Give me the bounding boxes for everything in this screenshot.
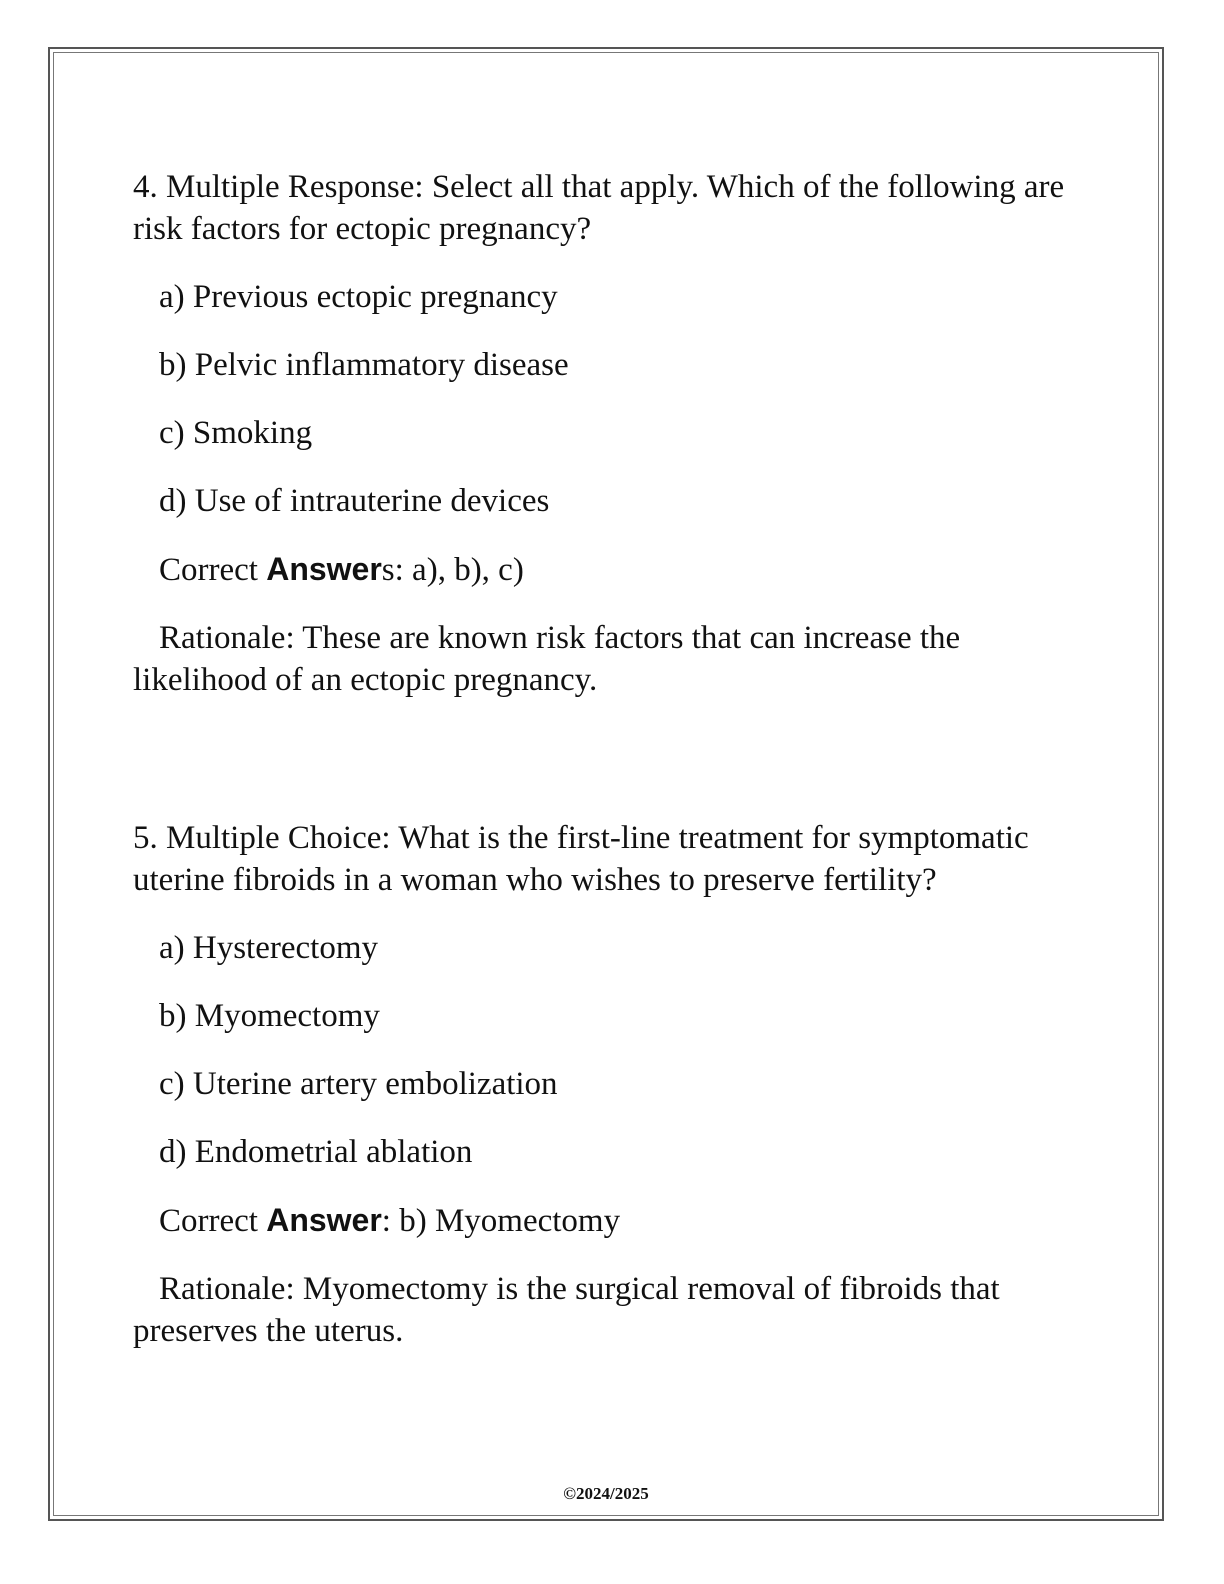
rationale: Rationale: Myomectomy is the surgical removal of fibroids that preserves the uterus. (133, 1271, 1000, 1349)
correct-answer (133, 548, 1093, 591)
answer-suffix: : b) Myomectomy (381, 1203, 621, 1239)
question-block-5 (133, 817, 1093, 1352)
option-b: b) Myomectomy (159, 998, 380, 1034)
option-a: a) Hysterectomy (159, 930, 378, 966)
answer-word: Answer (266, 551, 382, 587)
rationale: Rationale: These are known risk factors that can increase the likelihood of an ectopic pregnancy. (133, 620, 961, 698)
question-text: 5. Multiple Choice: What is the first-line treatment for symptomatic uterine fibroids in a woman who wishes to preserve fertility? (133, 820, 1029, 898)
option-d: d) Endometrial ablation (159, 1134, 473, 1170)
option-c: c) Uterine artery embolization (159, 1066, 558, 1102)
question-block-4 (133, 166, 1093, 701)
option-d: d) Use of intrauterine devices (159, 483, 550, 519)
document-content (133, 166, 1093, 1352)
option-c: c) Smoking (159, 415, 313, 451)
correct-answer (133, 1199, 1093, 1242)
answer-prefix: Correct (159, 552, 267, 588)
page-footer: ©2024/2025 (563, 1484, 649, 1503)
question-text: 4. Multiple Response: Select all that apply. Which of the following are risk factors for ectopic pregnancy? (133, 169, 1065, 247)
option-a: a) Previous ectopic pregnancy (159, 279, 558, 315)
answer-prefix: Correct (159, 1203, 267, 1239)
answer-suffix: s: a), b), c) (381, 552, 524, 588)
option-b: b) Pelvic inflammatory disease (159, 347, 569, 383)
answer-word: Answer (266, 1202, 382, 1238)
